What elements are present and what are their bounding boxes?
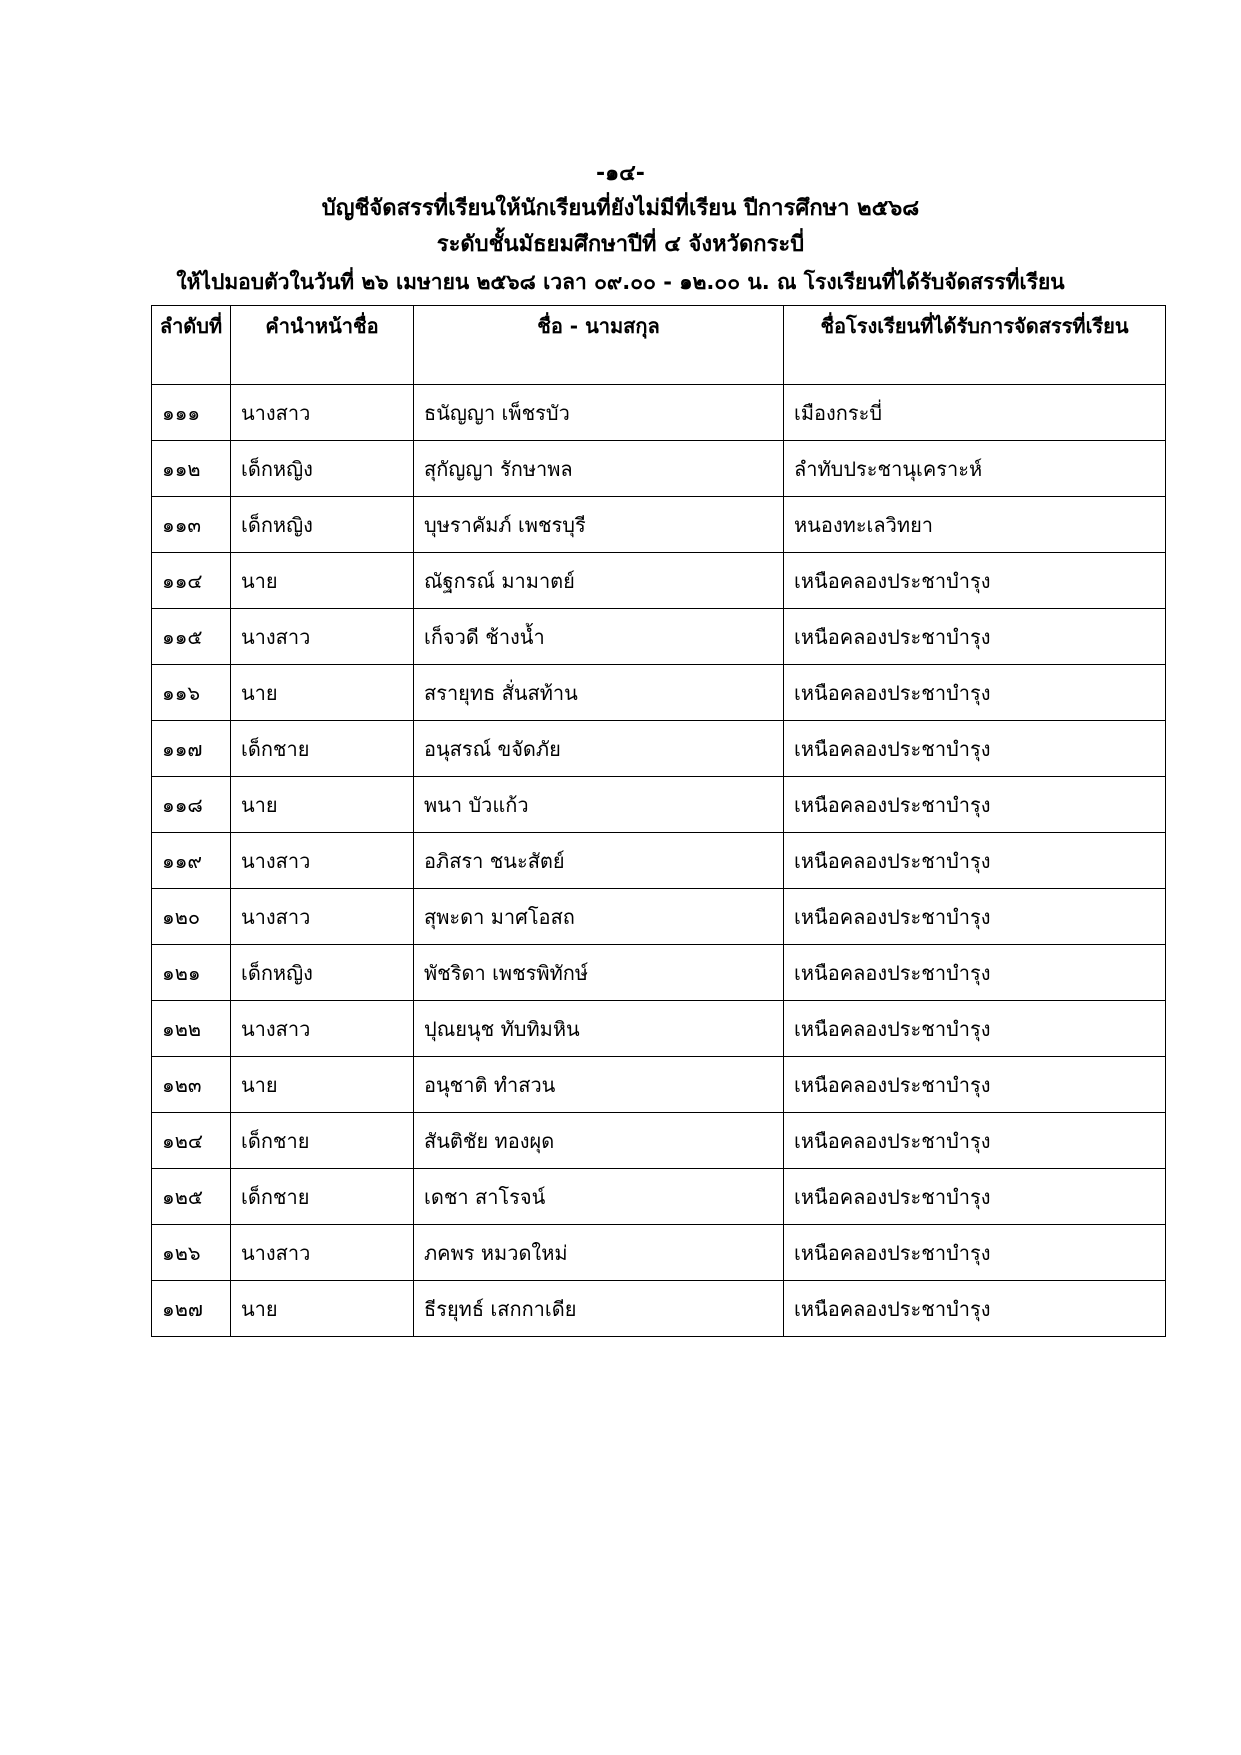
- cell-name-prefix: นางสาว: [231, 1225, 414, 1281]
- cell-full-name: อนุชาติ ทำสวน: [414, 1057, 784, 1113]
- table-row: [152, 1169, 1166, 1225]
- table-row: [152, 833, 1166, 889]
- cell-sequence-number: ๑๑๗: [152, 721, 231, 777]
- cell-full-name: บุษราคัมภ์ เพชรบุรี: [414, 497, 784, 553]
- document-subtitle: ระดับชั้นมัธยมศึกษาปีที่ ๔ จังหวัดกระบี่: [436, 232, 805, 257]
- cell-full-name: พนา บัวแก้ว: [414, 777, 784, 833]
- cell-sequence-number: ๑๑๘: [152, 777, 231, 833]
- table-row: [152, 385, 1166, 441]
- header-allocated-school: ชื่อโรงเรียนที่ได้รับการจัดสรรที่เรียน: [784, 306, 1166, 385]
- table-row: [152, 945, 1166, 1001]
- table-row: [152, 665, 1166, 721]
- header-sequence-number: ลำดับที่: [152, 306, 231, 385]
- cell-name-prefix: นางสาว: [231, 385, 414, 441]
- cell-full-name: อนุสรณ์ ขจัดภัย: [414, 721, 784, 777]
- cell-name-prefix: นาย: [231, 553, 414, 609]
- cell-full-name: พัชริดา เพชรพิทักษ์: [414, 945, 784, 1001]
- cell-name-prefix: นางสาว: [231, 889, 414, 945]
- reporting-instructions: ให้ไปมอบตัวในวันที่ ๒๖ เมษายน ๒๕๖๘ เวลา ๐๙.๐๐ - ๑๒.๐๐ น. ณ โรงเรียนที่ได้รับจัดสรรที่เรียน: [176, 270, 1065, 294]
- cell-name-prefix: เด็กชาย: [231, 1113, 414, 1169]
- cell-full-name: ภคพร หมวดใหม่: [414, 1225, 784, 1281]
- table-row: [152, 1057, 1166, 1113]
- cell-allocated-school: เหนือคลองประชาบำรุง: [784, 1281, 1166, 1337]
- cell-name-prefix: นาย: [231, 665, 414, 721]
- table-row: [152, 609, 1166, 665]
- cell-full-name: เดชา สาโรจน์: [414, 1169, 784, 1225]
- cell-allocated-school: เหนือคลองประชาบำรุง: [784, 1225, 1166, 1281]
- cell-allocated-school: เหนือคลองประชาบำรุง: [784, 945, 1166, 1001]
- table-row: [152, 777, 1166, 833]
- cell-full-name: ธีรยุทธ์ เสกกาเดีย: [414, 1281, 784, 1337]
- cell-sequence-number: ๑๑๒: [152, 441, 231, 497]
- cell-allocated-school: เมืองกระบี่: [784, 385, 1166, 441]
- cell-sequence-number: ๑๒๗: [152, 1281, 231, 1337]
- header-name-prefix: คำนำหน้าชื่อ: [231, 306, 414, 385]
- cell-name-prefix: เด็กหญิง: [231, 945, 414, 1001]
- cell-name-prefix: เด็กหญิง: [231, 441, 414, 497]
- cell-allocated-school: ลำทับประชานุเคราะห์: [784, 441, 1166, 497]
- cell-sequence-number: ๑๒๔: [152, 1113, 231, 1169]
- cell-allocated-school: เหนือคลองประชาบำรุง: [784, 721, 1166, 777]
- table-row: [152, 553, 1166, 609]
- cell-name-prefix: นางสาว: [231, 833, 414, 889]
- table-row: [152, 889, 1166, 945]
- cell-full-name: สุกัญญา รักษาพล: [414, 441, 784, 497]
- header-full-name: ชื่อ - นามสกุล: [414, 306, 784, 385]
- cell-allocated-school: เหนือคลองประชาบำรุง: [784, 889, 1166, 945]
- cell-full-name: ณัฐกรณ์ มามาตย์: [414, 553, 784, 609]
- document-title: บัญชีจัดสรรที่เรียนให้นักเรียนที่ยังไม่มีที่เรียน ปีการศึกษา ๒๕๖๘: [321, 196, 920, 221]
- table-row: [152, 1001, 1166, 1057]
- cell-allocated-school: เหนือคลองประชาบำรุง: [784, 1001, 1166, 1057]
- table-row: [152, 441, 1166, 497]
- cell-full-name: อภิสรา ชนะสัตย์: [414, 833, 784, 889]
- cell-full-name: เก็จวดี ช้างน้ำ: [414, 609, 784, 665]
- cell-sequence-number: ๑๑๓: [152, 497, 231, 553]
- cell-sequence-number: ๑๒๒: [152, 1001, 231, 1057]
- cell-name-prefix: เด็กชาย: [231, 721, 414, 777]
- header-row: [152, 306, 1166, 385]
- cell-name-prefix: นางสาว: [231, 1001, 414, 1057]
- cell-name-prefix: นาย: [231, 777, 414, 833]
- cell-sequence-number: ๑๒๐: [152, 889, 231, 945]
- cell-sequence-number: ๑๑๕: [152, 609, 231, 665]
- cell-name-prefix: เด็กหญิง: [231, 497, 414, 553]
- page-number: -๑๔-: [596, 161, 645, 186]
- cell-sequence-number: ๑๒๖: [152, 1225, 231, 1281]
- cell-name-prefix: นางสาว: [231, 609, 414, 665]
- cell-allocated-school: เหนือคลองประชาบำรุง: [784, 609, 1166, 665]
- cell-allocated-school: เหนือคลองประชาบำรุง: [784, 1113, 1166, 1169]
- cell-name-prefix: นาย: [231, 1057, 414, 1113]
- cell-allocated-school: หนองทะเลวิทยา: [784, 497, 1166, 553]
- cell-allocated-school: เหนือคลองประชาบำรุง: [784, 777, 1166, 833]
- cell-full-name: สันติชัย ทองผุด: [414, 1113, 784, 1169]
- cell-sequence-number: ๑๒๑: [152, 945, 231, 1001]
- table-row: [152, 1225, 1166, 1281]
- table-body: [152, 385, 1166, 1337]
- cell-sequence-number: ๑๒๕: [152, 1169, 231, 1225]
- cell-sequence-number: ๑๑๑: [152, 385, 231, 441]
- cell-sequence-number: ๑๑๙: [152, 833, 231, 889]
- cell-allocated-school: เหนือคลองประชาบำรุง: [784, 553, 1166, 609]
- table-header: [152, 306, 1166, 385]
- cell-name-prefix: นาย: [231, 1281, 414, 1337]
- table-row: [152, 721, 1166, 777]
- cell-full-name: ธนัญญา เพ็ชรบัว: [414, 385, 784, 441]
- cell-allocated-school: เหนือคลองประชาบำรุง: [784, 1057, 1166, 1113]
- cell-allocated-school: เหนือคลองประชาบำรุง: [784, 833, 1166, 889]
- cell-allocated-school: เหนือคลองประชาบำรุง: [784, 665, 1166, 721]
- student-allocation-table: [151, 305, 1166, 1337]
- cell-full-name: สรายุทธ สั่นสท้าน: [414, 665, 784, 721]
- cell-name-prefix: เด็กชาย: [231, 1169, 414, 1225]
- cell-sequence-number: ๑๑๔: [152, 553, 231, 609]
- cell-full-name: ปุณยนุช ทับทิมหิน: [414, 1001, 784, 1057]
- table-row: [152, 1113, 1166, 1169]
- cell-sequence-number: ๑๒๓: [152, 1057, 231, 1113]
- cell-allocated-school: เหนือคลองประชาบำรุง: [784, 1169, 1166, 1225]
- table-row: [152, 1281, 1166, 1337]
- cell-full-name: สุพะดา มาศโอสถ: [414, 889, 784, 945]
- cell-sequence-number: ๑๑๖: [152, 665, 231, 721]
- table-row: [152, 497, 1166, 553]
